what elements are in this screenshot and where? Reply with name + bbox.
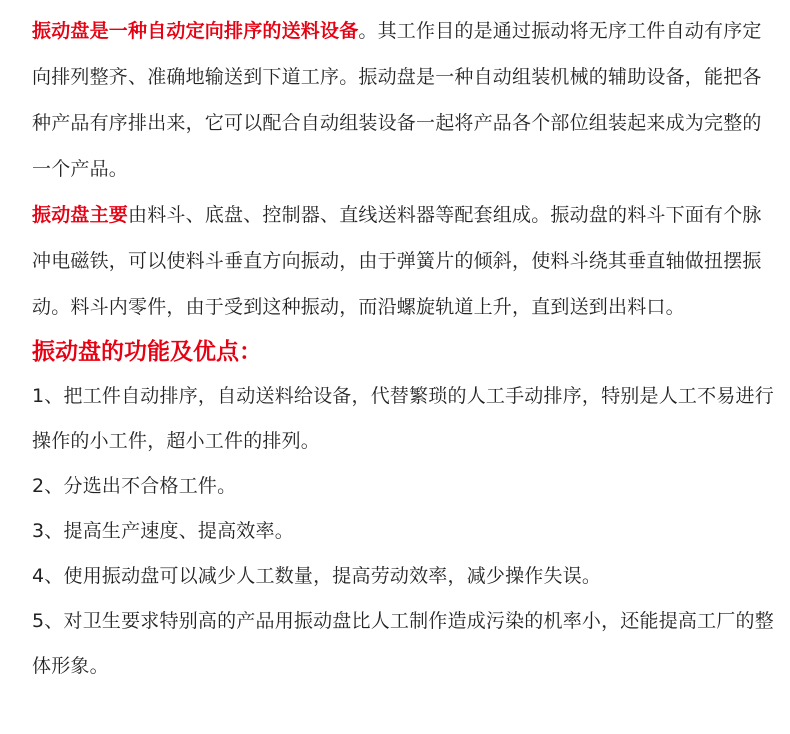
feature-item-3: 3、提高生产速度、提高效率。 [32, 520, 294, 542]
structure-highlight: 振动盘主要 [32, 204, 129, 226]
intro-highlight: 振动盘是一种自动定向排序的送料设备 [32, 20, 359, 42]
structure-text: 由料斗、底盘、控制器、直线送料器等配套组成。振动盘的料斗下面有个脉冲电磁铁，可以使料斗垂直方向振动，由于弹簧片的倾斜，使料斗绕其垂直轴做扭摆振动。料斗内零件，由于受到这种振动，而沿螺旋轨道上升，直到送到出料口。 [32, 204, 762, 318]
feature-item-1: 1、把工件自动排序，自动送料给设备，代替繁琐的人工手动排序，特别是人工不易进行操作的小工件，超小工件的排列。 [32, 385, 774, 452]
intro-text: 。其工作目的是通过振动将无序工件自动有序定向排列整齐、准确地输送到下道工序。振动盘是一种自动组装机械的辅助设备，能把各种产品有序排出来，它可以配合自动组装设备一起将产品各个部位组装起来成为完整的一个产品。 [32, 20, 762, 180]
feature-item-2: 2、分选出不合格工件。 [32, 475, 237, 497]
feature-item-4: 4、使用振动盘可以减少人工数量，提高劳动效率，减少操作失误。 [32, 565, 602, 587]
features-heading: 振动盘的功能及优点： [32, 339, 262, 365]
article [32, 8, 777, 689]
structure-paragraph [32, 192, 777, 330]
intro-paragraph [32, 8, 777, 192]
feature-item-5: 5、对卫生要求特别高的产品用振动盘比人工制作造成污染的机率小，还能提高工厂的整体形象。 [32, 610, 774, 677]
